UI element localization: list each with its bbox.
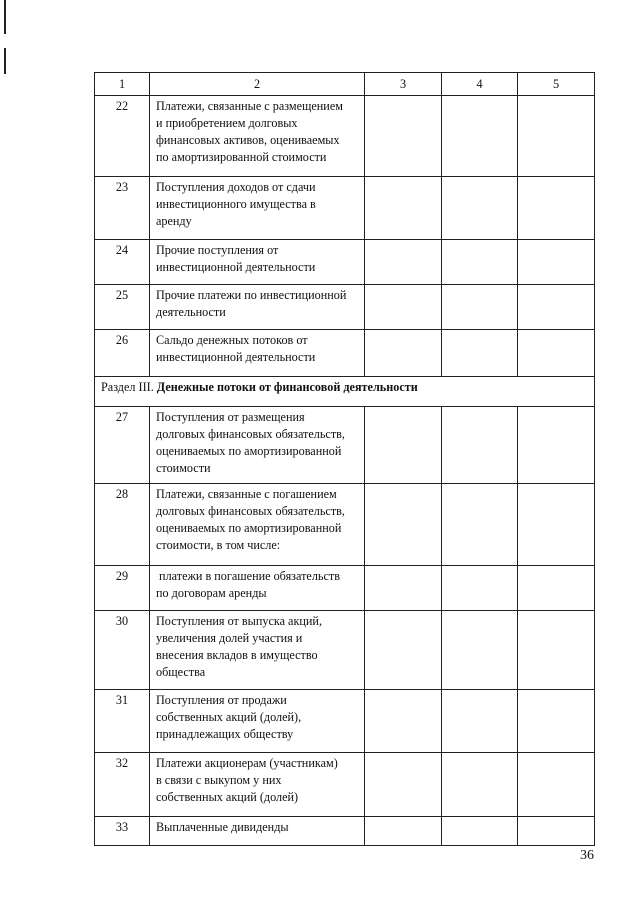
value-cell-col-5	[518, 177, 595, 240]
row-number: 28	[95, 484, 150, 566]
row-number: 26	[95, 330, 150, 377]
value-cell-col-3	[365, 330, 442, 377]
description-line: оцениваемых по амортизированной	[156, 521, 342, 535]
value-cell-col-4	[442, 566, 518, 611]
value-cell-col-4	[442, 285, 518, 330]
value-cell-col-5	[518, 753, 595, 817]
section-heading	[95, 377, 595, 407]
column-header: 2	[150, 73, 365, 96]
description-line: внесения вкладов в имущество	[156, 648, 318, 662]
value-cell-col-4	[442, 753, 518, 817]
row-number: 31	[95, 690, 150, 753]
description-line: долговых финансовых обязательств,	[156, 504, 345, 518]
description-line: по амортизированной стоимости	[156, 150, 327, 164]
description-line: общества	[156, 665, 206, 679]
description-line: Платежи акционерам (участникам)	[156, 756, 338, 770]
page-number: 36	[580, 848, 594, 863]
description-line: оцениваемых по амортизированной	[156, 444, 342, 458]
value-cell-col-4	[442, 407, 518, 484]
column-header: 3	[365, 73, 442, 96]
table-header-row	[95, 73, 595, 96]
table-row	[95, 177, 595, 240]
value-cell-col-5	[518, 240, 595, 285]
description-line: по договорам аренды	[156, 586, 267, 600]
row-number: 25	[95, 285, 150, 330]
table-row	[95, 285, 595, 330]
value-cell-col-5	[518, 330, 595, 377]
value-cell-col-3	[365, 690, 442, 753]
description-line: принадлежащих обществу	[156, 727, 294, 741]
description-line: платежи в погашение обязательств	[156, 569, 340, 583]
description-line: стоимости, в том числе:	[156, 538, 281, 552]
row-number: 29	[95, 566, 150, 611]
description-line: Прочие платежи по инвестиционной	[156, 288, 347, 302]
value-cell-col-3	[365, 484, 442, 566]
cash-flow-table	[94, 72, 595, 846]
value-cell-col-5	[518, 611, 595, 690]
table-row	[95, 330, 595, 377]
section-prefix: Раздел III.	[101, 380, 157, 394]
table-row	[95, 690, 595, 753]
value-cell-col-4	[442, 240, 518, 285]
value-cell-col-5	[518, 96, 595, 177]
value-cell-col-5	[518, 484, 595, 566]
description-line: долговых финансовых обязательств,	[156, 427, 345, 441]
table-row	[95, 753, 595, 817]
row-number: 27	[95, 407, 150, 484]
value-cell-col-5	[518, 285, 595, 330]
value-cell-col-4	[442, 177, 518, 240]
column-header: 1	[95, 73, 150, 96]
value-cell-col-4	[442, 330, 518, 377]
row-number: 23	[95, 177, 150, 240]
row-number: 33	[95, 817, 150, 846]
description-line: увеличения долей участия и	[156, 631, 303, 645]
table-row	[95, 240, 595, 285]
description-line: стоимости	[156, 461, 211, 475]
description-line: Сальдо денежных потоков от	[156, 333, 308, 347]
value-cell-col-3	[365, 177, 442, 240]
value-cell-col-5	[518, 566, 595, 611]
row-number: 22	[95, 96, 150, 177]
row-description	[150, 285, 365, 330]
description-line: Поступления доходов от сдачи	[156, 180, 316, 194]
margin-mark	[4, 0, 6, 34]
description-line: инвестиционной деятельности	[156, 260, 316, 274]
value-cell-col-3	[365, 285, 442, 330]
description-line: деятельности	[156, 305, 226, 319]
row-number: 32	[95, 753, 150, 817]
table-row	[95, 407, 595, 484]
value-cell-col-4	[442, 817, 518, 846]
column-header: 4	[442, 73, 518, 96]
description-line: аренду	[156, 214, 192, 228]
row-description	[150, 817, 365, 846]
description-line: Платежи, связанные с погашением	[156, 487, 337, 501]
row-description	[150, 177, 365, 240]
description-line: Поступления от выпуска акций,	[156, 614, 322, 628]
value-cell-col-4	[442, 96, 518, 177]
description-line: Платежи, связанные с размещением	[156, 99, 343, 113]
row-number: 30	[95, 611, 150, 690]
table-row	[95, 96, 595, 177]
row-description	[150, 330, 365, 377]
value-cell-col-4	[442, 690, 518, 753]
description-line: Выплаченные дивиденды	[156, 820, 289, 834]
description-line: финансовых активов, оцениваемых	[156, 133, 340, 147]
value-cell-col-3	[365, 566, 442, 611]
description-line: собственных акций (долей)	[156, 790, 299, 804]
value-cell-col-3	[365, 817, 442, 846]
table-row	[95, 611, 595, 690]
description-line: и приобретением долговых	[156, 116, 298, 130]
description-line: Поступления от размещения	[156, 410, 305, 424]
description-line: инвестиционной деятельности	[156, 350, 316, 364]
value-cell-col-5	[518, 407, 595, 484]
row-description	[150, 96, 365, 177]
description-line: Прочие поступления от	[156, 243, 279, 257]
value-cell-col-5	[518, 690, 595, 753]
row-description	[150, 240, 365, 285]
row-description	[150, 484, 365, 566]
section-heading-row	[95, 377, 595, 407]
margin-mark	[4, 48, 6, 74]
value-cell-col-3	[365, 611, 442, 690]
section-title: Денежные потоки от финансовой деятельности	[156, 380, 418, 394]
row-description	[150, 611, 365, 690]
description-line: в связи с выкупом у них	[156, 773, 282, 787]
value-cell-col-4	[442, 611, 518, 690]
value-cell-col-3	[365, 240, 442, 285]
table-row	[95, 817, 595, 846]
value-cell-col-4	[442, 484, 518, 566]
row-description	[150, 566, 365, 611]
row-number: 24	[95, 240, 150, 285]
value-cell-col-5	[518, 817, 595, 846]
description-line: Поступления от продажи	[156, 693, 287, 707]
description-line: собственных акций (долей),	[156, 710, 302, 724]
table-row	[95, 484, 595, 566]
column-header: 5	[518, 73, 595, 96]
row-description	[150, 407, 365, 484]
row-description	[150, 690, 365, 753]
value-cell-col-3	[365, 96, 442, 177]
value-cell-col-3	[365, 753, 442, 817]
table-row	[95, 566, 595, 611]
description-line: инвестиционного имущества в	[156, 197, 316, 211]
value-cell-col-3	[365, 407, 442, 484]
row-description	[150, 753, 365, 817]
